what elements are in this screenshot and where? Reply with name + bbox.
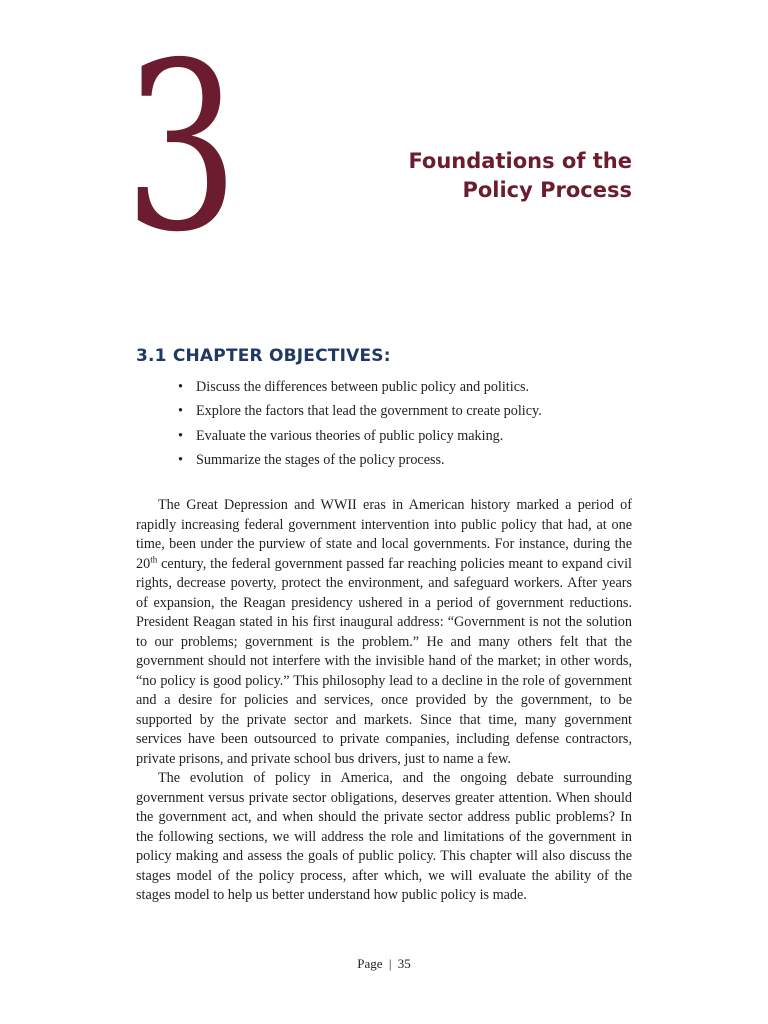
objective-text: Discuss the differences between public policy and politics. [196,379,530,395]
page-number: 35 [397,956,411,971]
paragraph-1-part-a: The Great Depression and WWII eras in American history marked a period of rapidly increasing federal government intervention into public policy that had, at one time, been under the purview of state and local governments. For instance, during the 20 [136,497,632,572]
objective-item [178,399,542,423]
bullet-icon: • [178,452,183,469]
paragraph-1-part-b: century, the federal government passed far reaching policies meant to expand civil rights, decrease poverty, protect the environment, and safeguard workers. After years of expansion, the Reagan presidency ushered in a period of government reductions. President Reagan stated in his first inaugural address: “Government is not the solution to our problems; government is the problem.” He and many others felt that the government should not interfere with the invisible hand of the market; in other words, “no policy is good policy.” This philosophy lead to a decline in the role of government and a desire for policies and services, once provided by the government, to be supported by the private sector and markets. Since that time, many government services have been outsourced to private companies, including defense contractors, private prisons, and private school bus drivers, just to name a few. [136,555,632,767]
objective-text: Explore the factors that lead the government to create policy. [196,403,542,420]
ordinal-superscript: th [150,553,158,564]
page-label: Page [357,956,383,971]
section-heading: 3.1 CHAPTER OBJECTIVES: [136,346,391,366]
objective-item [178,375,542,399]
objective-text: Summarize the stages of the policy process. [196,452,445,469]
body-paragraph-2: The evolution of policy in America, and the ongoing debate surrounding government versus private sector obligations, deserves greater attention. When should the government act, and when should the private sector address public problems? In the following sections, we will address the role and limitations of the government in policy making and assess the goals of public policy. This chapter will also discuss the stages model of the policy process, after which, we will evaluate the ability of the stages model to help us better understand how public policy is made. [136,770,632,903]
chapter-number: 3 [124,13,240,283]
objective-item [178,448,542,472]
chapter-title [272,147,632,205]
body-paragraph-1 [136,496,632,769]
objective-text: Evaluate the various theories of public policy making. [196,427,504,444]
chapter-title-line-2: Policy Process [462,178,632,202]
bullet-icon: • [178,427,183,444]
bullet-icon: • [178,403,183,420]
bullet-icon: • [178,379,183,395]
page-footer [0,956,768,972]
page-separator: | [388,956,392,971]
objectives-list [178,375,542,473]
objective-item [178,424,542,448]
body-text [136,496,632,906]
chapter-title-line-1: Foundations of the [408,149,632,173]
